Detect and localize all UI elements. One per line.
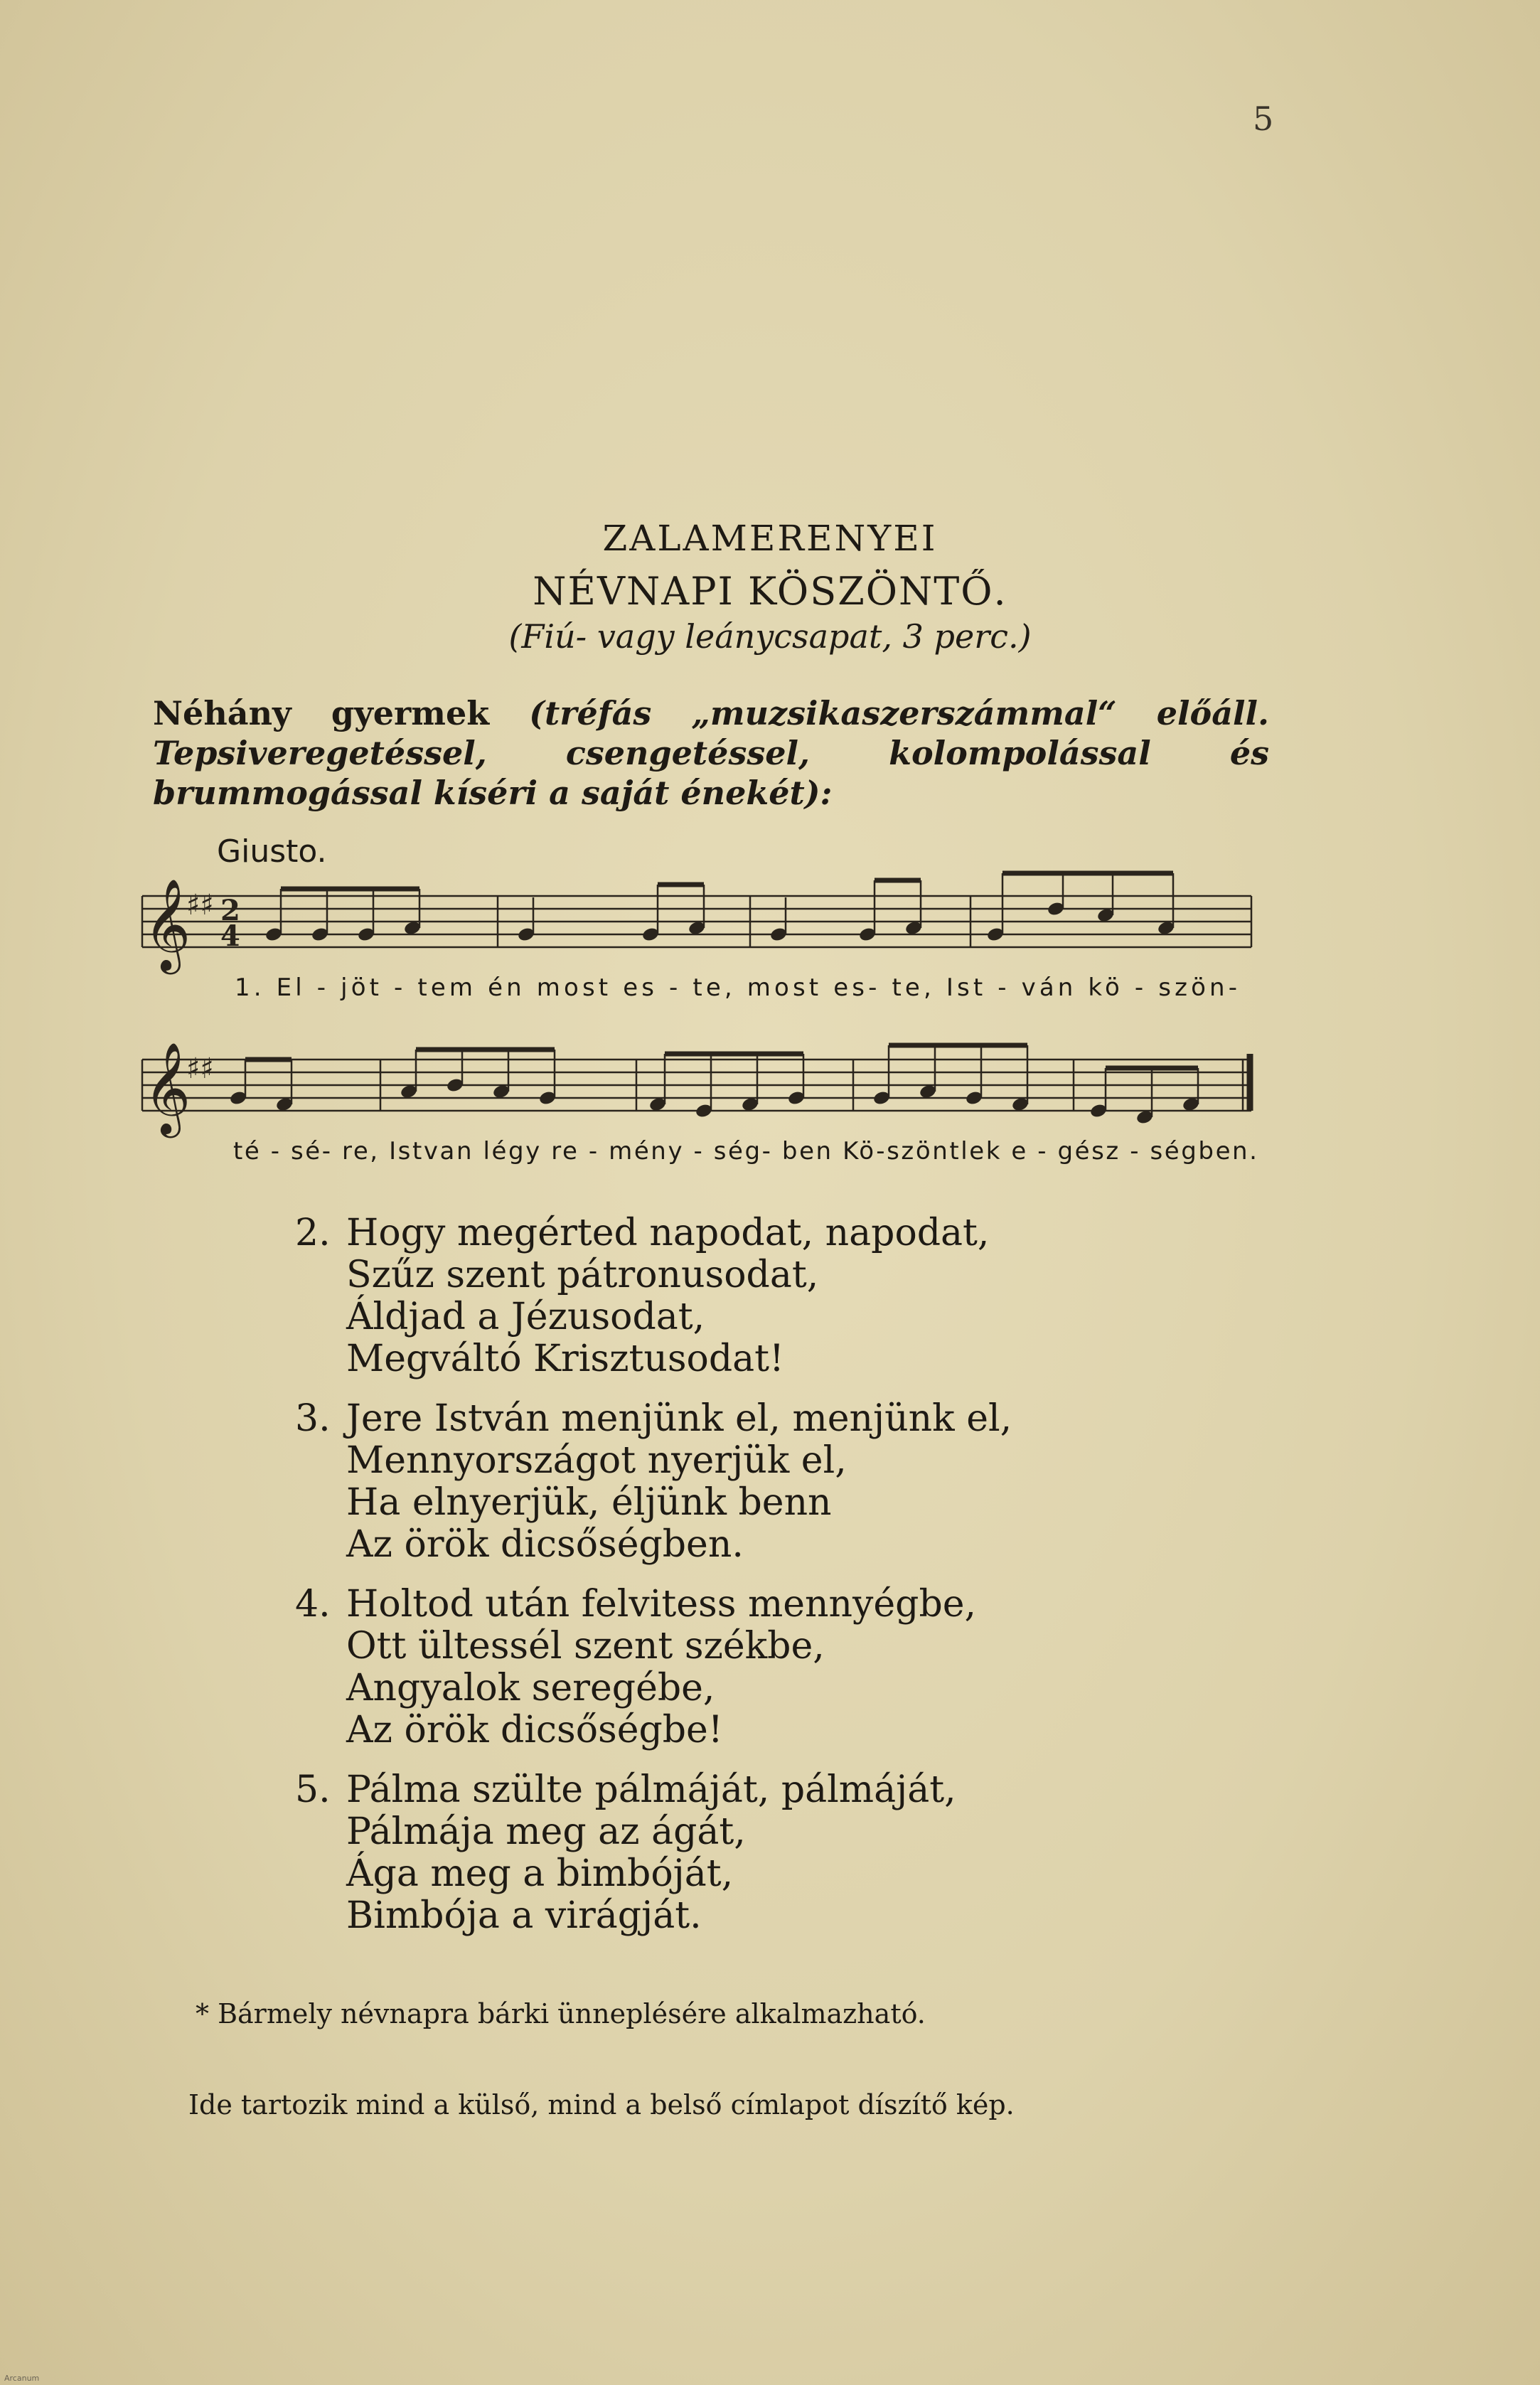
verse-number: 5. — [295, 1768, 331, 1811]
verse-number: 2. — [295, 1212, 331, 1254]
time-signature-bottom: 4 — [220, 919, 240, 953]
verse — [295, 1584, 1012, 1751]
verse-line: Pálmája meg az ágát, — [346, 1810, 746, 1853]
verse-line: Ha elnyerjük, éljünk benn — [346, 1481, 832, 1524]
verse-number: 4. — [295, 1583, 331, 1626]
final-note: Ide tartozik mind a külső, mind a belső címlapot díszítő kép. — [188, 2089, 1015, 2120]
music-score — [128, 868, 1280, 1180]
title-line-3: (Fiú- vagy leánycsapat, 3 perc.) — [508, 617, 1032, 656]
verse-line: Az örök dicsőségbe! — [346, 1709, 723, 1751]
verse-line: Bimbója a virágját. — [346, 1894, 702, 1937]
verse-line: Jere István menjünk el, menjünk el, — [346, 1397, 1012, 1440]
title-line-1: ZALAMERENYEI — [602, 518, 938, 559]
intro-paragraph — [153, 693, 1269, 813]
intro-lead: Néhány gyermek — [153, 694, 490, 732]
time-signature-top: 2 — [220, 894, 240, 927]
intro-text: (tréfás „muzsikaszerszámmal“ előáll. Tepsiveregetéssel, csengetéssel, kolompolással és brummogással kíséri a saját énekét): — [153, 694, 1269, 812]
lyrics — [233, 973, 1257, 1165]
archive-stamp: Arcanum — [4, 2374, 40, 2383]
lyrics-line: 1. El - jöt - tem én most es - te, most es- te, Ist - ván kö - szön- — [235, 973, 1237, 1002]
key-signature-1: ♯♯ — [186, 889, 214, 922]
lyrics-line: té - sé- re, Istvan légy re - mény - ség- ben Kö-szöntlek e - gész - ségben. — [233, 1137, 1257, 1165]
title-line-2: NÉVNAPI KÖSZÖNTŐ. — [533, 569, 1007, 614]
verse — [295, 1398, 1012, 1566]
verse-line: Áldjad a Jézusodat, — [346, 1296, 705, 1338]
verse-line: Megváltó Krisztusodat! — [346, 1338, 784, 1380]
verse-line: Angyalok seregébe, — [346, 1667, 715, 1709]
verse — [295, 1769, 1012, 1937]
verse-line: Szűz szent pátronusodat, — [346, 1254, 819, 1296]
verse-line: Ága meg a bimbóját, — [346, 1852, 734, 1895]
staff-2 — [142, 1054, 1251, 1111]
verses — [295, 1212, 1012, 1955]
verse-line: Ott ültessél szent székbe, — [346, 1625, 825, 1668]
verse-number: 3. — [295, 1397, 331, 1440]
verse-line: Mennyországot nyerjük el, — [346, 1439, 847, 1482]
verse — [295, 1212, 1012, 1380]
verse-line: Hogy megérted napodat, napodat, — [346, 1212, 990, 1254]
staff-1 — [142, 896, 1251, 947]
tempo-marking: Giusto. — [217, 833, 327, 870]
treble-clef-1: 𝄞 — [144, 878, 191, 971]
page-number: 5 — [1253, 100, 1274, 138]
key-signature-2: ♯♯ — [186, 1052, 214, 1085]
verse-line: Holtod után felvitess mennyégbe, — [346, 1583, 977, 1626]
verse-line: Pálma szülte pálmáját, pálmáját, — [346, 1768, 956, 1811]
footnote: * Bármely névnapra bárki ünneplésére alkalmazható. — [196, 1998, 926, 2029]
verse-line: Az örök dicsőségben. — [346, 1523, 744, 1566]
treble-clef-2: 𝄞 — [144, 1042, 191, 1134]
